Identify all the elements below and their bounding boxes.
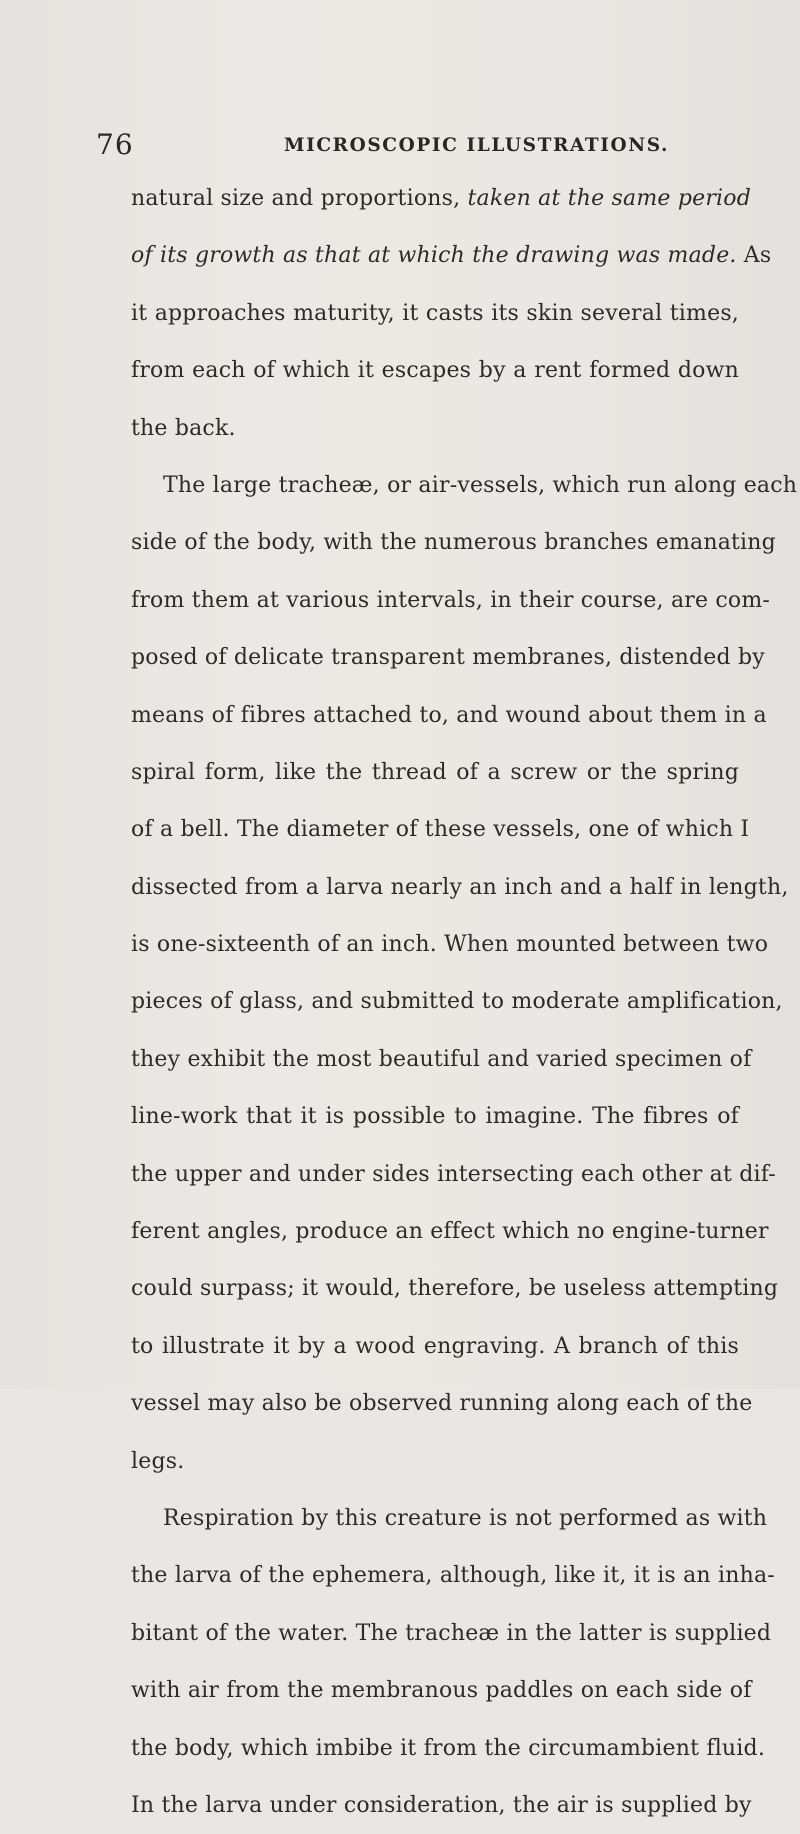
text-line: side of the body, with the numerous branches emanating xyxy=(131,530,776,556)
text-line: posed of delicate transparent membranes, distended by xyxy=(131,645,765,671)
text-line: the body, which imbibe it from the circumambient fluid. xyxy=(131,1735,766,1761)
text-line: In the larva under consideration, the air is supplied by xyxy=(131,1792,752,1818)
page-header xyxy=(96,128,736,162)
text-line: could surpass; it would, therefore, be useless attempting xyxy=(131,1276,779,1302)
page-number: 76 xyxy=(96,128,134,161)
text-line: the back. xyxy=(131,415,236,441)
text-line: from them at various intervals, in their course, are com- xyxy=(131,587,771,613)
text-line: bitant of the water. The tracheæ in the latter is supplied xyxy=(131,1620,772,1646)
text-line: to illustrate it by a wood engraving. A branch of this xyxy=(131,1333,739,1359)
text-line: Respiration by this creature is not performed as with xyxy=(163,1505,768,1531)
text-line: dissected from a larva nearly an inch and a half in length, xyxy=(131,874,789,900)
body-text xyxy=(131,170,798,1834)
text-line: of a bell. The diameter of these vessels, one of which I xyxy=(131,817,750,843)
text-line: line-work that it is possible to imagine. The fibres of xyxy=(131,1104,739,1130)
text-line: legs. xyxy=(131,1448,185,1474)
text-line: ferent angles, produce an effect which no engine-turner xyxy=(131,1219,769,1245)
text-line: pieces of glass, and submitted to moderate amplification, xyxy=(131,989,783,1015)
running-head: MICROSCOPIC ILLUSTRATIONS. xyxy=(284,135,670,156)
text-line: they exhibit the most beautiful and varied specimen of xyxy=(131,1046,752,1072)
text-line: from each of which it escapes by a rent formed down xyxy=(131,358,739,384)
text-line: means of fibres attached to, and wound about them in a xyxy=(131,702,767,728)
text-line: is one-sixteenth of an inch. When mounted between two xyxy=(131,932,769,958)
text-line: the upper and under sides intersecting each other at dif- xyxy=(131,1161,776,1187)
text-line: The large tracheæ, or air-vessels, which run along each xyxy=(163,472,798,498)
text-line: it approaches maturity, it casts its skin several times, xyxy=(131,300,739,326)
text-line: of its growth as that at which the drawing was made. As xyxy=(131,243,772,269)
text-line: vessel may also be observed running along each of the xyxy=(131,1391,753,1417)
text-line: natural size and proportions, taken at the same period xyxy=(131,186,752,211)
text-line: spiral form, like the thread of a screw or the spring xyxy=(131,759,739,785)
text-line: with air from the membranous paddles on each side of xyxy=(131,1678,752,1704)
text-line: the larva of the ephemera, although, like it, it is an inha- xyxy=(131,1563,775,1589)
